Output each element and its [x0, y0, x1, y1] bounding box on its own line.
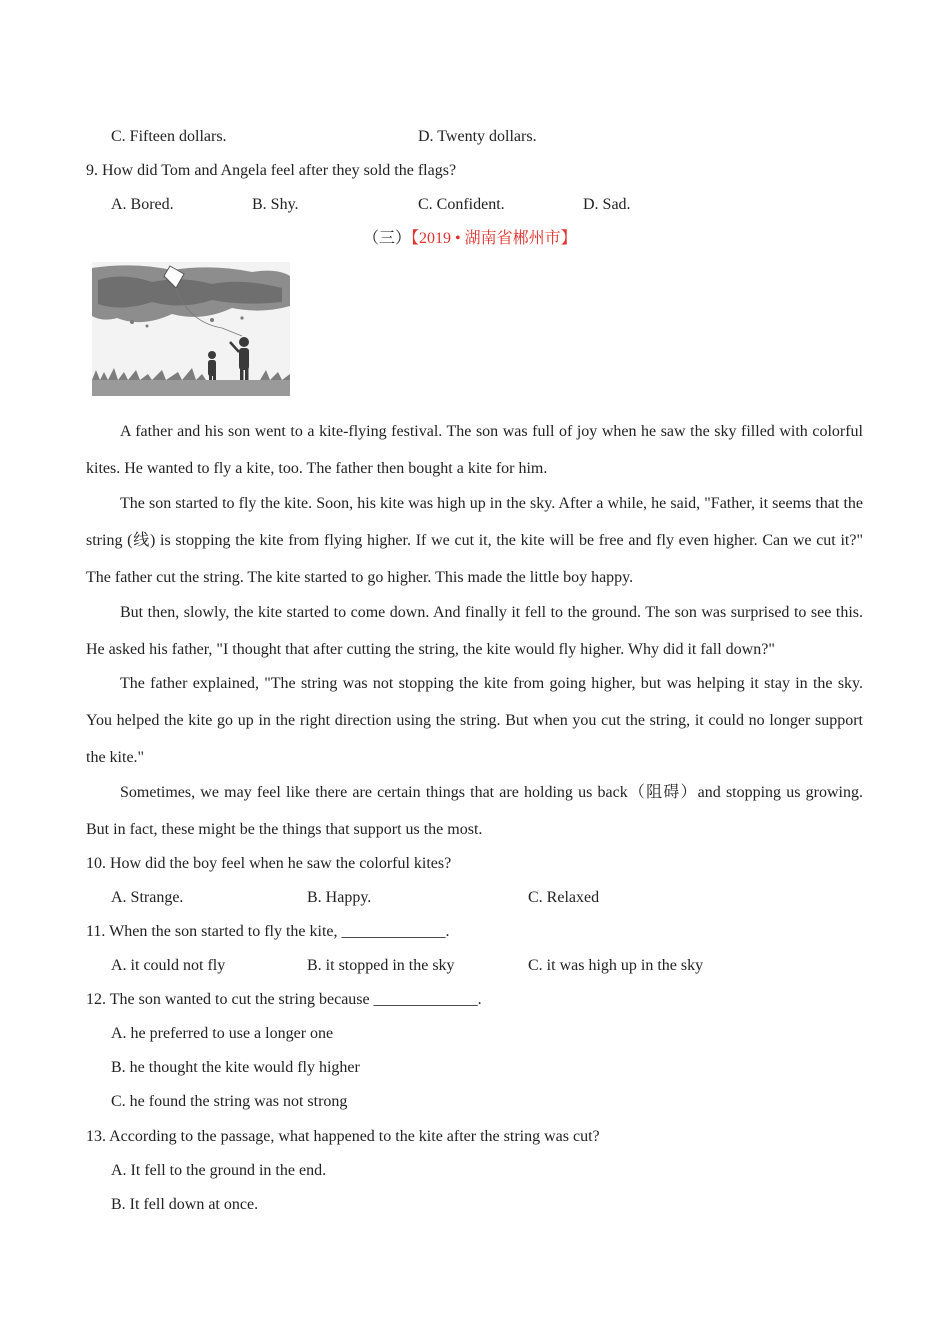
passage-paragraph-2: The son started to fly the kite. Soon, his kite was high up in the sky. After a while, he said, "Father, it seems that the string (线) is stopping the kite from flying higher. If we cut it, the kite will be free and fly even higher. Can we cut it?" The father cut the string. The kite started to go higher. This made the little boy happy.	[86, 495, 863, 586]
q9-option-d: D. Sad.	[583, 196, 631, 213]
q12-question: 12. The son wanted to cut the string because _____________.	[86, 991, 482, 1008]
q11-question: 11. When the son started to fly the kite, _____________.	[86, 923, 450, 940]
q9-question: 9. How did Tom and Angela feel after they sold the flags?	[86, 162, 457, 179]
q9-option-b: B. Shy.	[252, 196, 299, 213]
q8-option-c: C. Fifteen dollars.	[111, 128, 227, 145]
passage-paragraph-3: But then, slowly, the kite started to come down. And finally it fell to the ground. The son was surprised to see this. He asked his father, "I thought that after cutting the string, the kite would fly higher. Why did it fall down?"	[86, 604, 863, 658]
q8-option-d: D. Twenty dollars.	[418, 128, 537, 145]
kite-flying-illustration	[92, 262, 290, 396]
q13-option-b: B. It fell down at once.	[111, 1196, 259, 1213]
passage-paragraph-5: Sometimes, we may feel like there are certain things that are holding us back（阻碍）and stopping us growing. But in fact, these might be the things that support us the most.	[86, 784, 863, 838]
q10-question: 10. How did the boy feel when he saw the colorful kites?	[86, 855, 452, 872]
section-number: （三）	[363, 230, 412, 247]
q9-option-a: A. Bored.	[111, 196, 174, 213]
q13-option-a: A. It fell to the ground in the end.	[111, 1162, 327, 1179]
passage-paragraph-4: The father explained, "The string was not stopping the kite from going higher, but was helping it stay in the sky. You helped the kite go up in the right direction using the string. But when you cut the string, it could no longer support the kite."	[86, 675, 863, 766]
q13-question: 13. According to the passage, what happened to the kite after the string was cut?	[86, 1128, 600, 1145]
section-heading	[363, 229, 577, 249]
q11-option-b: B. it stopped in the sky	[307, 957, 455, 974]
q10-option-c: C. Relaxed	[528, 889, 600, 906]
q12-option-a: A. he preferred to use a longer one	[111, 1025, 334, 1042]
q11-option-c: C. it was high up in the sky	[528, 957, 704, 974]
section-source: 【2019 • 湖南省郴州市】	[411, 230, 577, 247]
q12-option-b: B. he thought the kite would fly higher	[111, 1059, 360, 1076]
q11-option-a: A. it could not fly	[111, 957, 226, 974]
q9-option-c: C. Confident.	[418, 196, 505, 213]
passage-paragraph-1: A father and his son went to a kite-flying festival. The son was full of joy when he saw the sky filled with colorful kites. He wanted to fly a kite, too. The father then bought a kite for him.	[86, 423, 863, 477]
q10-option-b: B. Happy.	[307, 889, 372, 906]
q10-option-a: A. Strange.	[111, 889, 184, 906]
q12-option-c: C. he found the string was not strong	[111, 1093, 348, 1110]
